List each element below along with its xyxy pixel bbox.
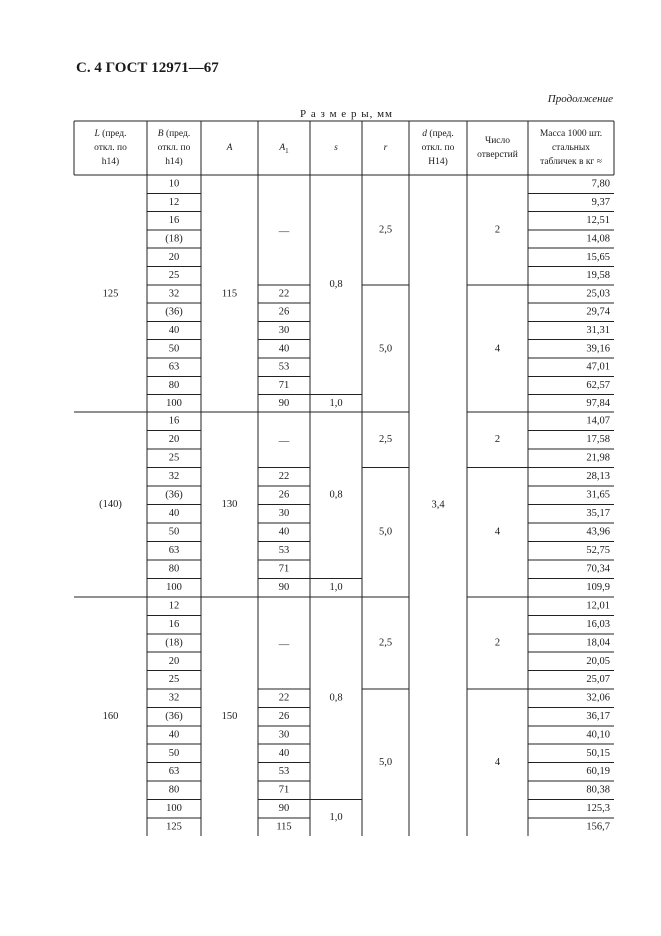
B-value: 12: [168, 196, 180, 208]
header-d-line-3: H14): [428, 157, 448, 168]
B-value: 40: [168, 729, 180, 741]
B-value: 20: [168, 251, 180, 263]
B-value: 50: [168, 526, 180, 538]
mass-value: 29,74: [586, 306, 610, 318]
mass-value: 21,98: [586, 452, 610, 464]
mass-value: 20,05: [586, 655, 610, 667]
header-holes-line-1: Число: [485, 136, 510, 147]
B-value: 100: [166, 398, 182, 410]
A1-value: 90: [278, 398, 290, 410]
mass-value: 35,17: [586, 508, 610, 520]
A-value: 115: [221, 288, 238, 300]
r-value: 5,0: [378, 343, 393, 355]
B-value: 50: [168, 747, 180, 759]
header-mass-line-1: Масса 1000 шт.: [539, 129, 603, 140]
A1-value: 22: [278, 288, 290, 300]
L-value: (140): [99, 498, 122, 510]
L-value: 125: [102, 288, 119, 300]
A1-dash: —: [278, 226, 290, 238]
B-value: (18): [165, 637, 183, 649]
A-value: 150: [221, 711, 238, 723]
header-r: r: [383, 143, 388, 154]
s-value: 0,8: [329, 279, 343, 291]
header-L-line-2: откл. по: [94, 143, 127, 154]
mass-value: 18,04: [586, 637, 610, 649]
B-value: (36): [165, 489, 183, 501]
A1-value: 30: [278, 508, 290, 520]
r-value: 5,0: [378, 526, 393, 538]
A1-value: 71: [278, 563, 290, 575]
mass-value: 80,38: [586, 784, 610, 796]
mass-value: 19,58: [586, 270, 610, 282]
B-value: 100: [166, 803, 182, 815]
mass-value: 9,37: [591, 196, 610, 208]
B-value: 80: [168, 563, 180, 575]
header-mass-line-2: стальных: [551, 143, 591, 154]
mass-value: 40,10: [586, 729, 610, 741]
page-title: С. 4 ГОСТ 12971—67: [76, 60, 219, 76]
dimensions-caption: Р а з м е р ы, мм: [300, 108, 394, 120]
s-value: 0,8: [329, 692, 343, 704]
mass-value: 17,58: [586, 434, 610, 446]
B-value: 100: [166, 582, 182, 594]
L-value: 160: [102, 711, 119, 723]
mass-value: 97,84: [586, 398, 610, 410]
B-value: 10: [168, 178, 180, 190]
d-value: 3,4: [431, 499, 445, 511]
B-value: (36): [165, 711, 183, 723]
r-value: 2,5: [378, 434, 393, 446]
B-value: 63: [168, 545, 180, 557]
mass-value: 31,31: [586, 324, 610, 336]
continuation-label: Продолжение: [547, 93, 613, 105]
mass-value: 125,3: [586, 803, 610, 815]
B-value: 80: [168, 784, 180, 796]
mass-value: 43,96: [586, 526, 610, 538]
holes-value: 4: [494, 526, 501, 538]
A1-value: 53: [278, 545, 290, 557]
mass-value: 60,19: [586, 766, 610, 778]
A1-value: 40: [278, 343, 290, 355]
A1-value: 30: [278, 324, 290, 336]
A1-value: 30: [278, 729, 290, 741]
A1-value: 26: [278, 489, 290, 501]
header-s: s: [334, 143, 338, 154]
B-value: (18): [165, 233, 183, 245]
mass-value: 28,13: [586, 471, 610, 483]
B-value: 16: [168, 415, 180, 427]
B-value: 32: [168, 288, 180, 300]
s-value: 1,0: [329, 812, 343, 824]
A1-dash: —: [278, 436, 290, 448]
mass-value: 39,16: [586, 343, 610, 355]
A1-value: 53: [278, 766, 290, 778]
A1-dash: —: [278, 639, 290, 651]
header-B-line-2: откл. по: [157, 143, 191, 154]
mass-value: 31,65: [586, 489, 610, 501]
holes-value: 4: [494, 343, 501, 355]
A1-value: 40: [278, 526, 290, 538]
header-holes-line-2: отверстий: [477, 150, 518, 161]
B-value: 16: [168, 215, 180, 227]
B-value: 63: [168, 361, 180, 373]
B-value: 40: [168, 508, 180, 520]
B-value: 16: [168, 619, 180, 631]
B-value: 25: [168, 452, 180, 464]
B-value: 32: [168, 692, 180, 704]
s-value: 0,8: [329, 489, 343, 501]
B-value: 25: [168, 674, 180, 686]
mass-value: 109,9: [586, 582, 610, 594]
header-d-line-1: d (пред.: [422, 129, 454, 140]
B-value: 32: [168, 471, 180, 483]
mass-value: 25,07: [586, 674, 610, 686]
A1-value: 22: [278, 692, 290, 704]
mass-value: 16,03: [586, 619, 610, 631]
A1-value: 53: [278, 361, 290, 373]
r-value: 2,5: [378, 224, 393, 236]
header-A1: $A_1$: [279, 143, 289, 155]
mass-value: 70,34: [586, 563, 610, 575]
header-B-line-3: h14): [165, 157, 183, 168]
B-value: 12: [168, 600, 180, 612]
B-value: 125: [166, 821, 182, 833]
B-value: 20: [168, 434, 180, 446]
A1-value: 26: [278, 306, 290, 318]
mass-value: 14,07: [586, 415, 610, 427]
mass-value: 156,7: [586, 821, 610, 833]
r-value: 5,0: [378, 757, 393, 769]
A1-value: 26: [278, 711, 290, 723]
mass-value: 12,01: [586, 600, 610, 612]
s-value: 1,0: [329, 398, 343, 410]
holes-value: 2: [494, 434, 501, 446]
A-value: 130: [221, 498, 238, 510]
mass-value: 62,57: [586, 379, 610, 391]
A1-value: 71: [278, 379, 290, 391]
B-value: 25: [168, 270, 180, 282]
A1-value: 90: [278, 803, 290, 815]
A1-value: 40: [278, 747, 290, 759]
A1-value: 22: [278, 471, 290, 483]
holes-value: 2: [494, 637, 501, 649]
mass-value: 7,80: [591, 178, 610, 190]
mass-value: 32,06: [586, 692, 610, 704]
B-value: 20: [168, 655, 180, 667]
header-B-line-1: B (пред.: [157, 129, 191, 140]
B-value: 40: [168, 324, 180, 336]
A1-value: 90: [278, 582, 290, 594]
mass-value: 36,17: [586, 711, 610, 723]
mass-value: 50,15: [586, 747, 610, 759]
mass-value: 25,03: [586, 288, 610, 300]
header-d-line-2: откл. по: [421, 143, 455, 154]
A1-value: 115: [276, 821, 292, 833]
holes-value: 2: [494, 224, 501, 236]
header-L-line-3: h14): [101, 157, 120, 168]
A1-value: 71: [278, 784, 290, 796]
mass-value: 14,08: [586, 233, 610, 245]
B-value: 80: [168, 379, 180, 391]
mass-value: 52,75: [586, 545, 610, 557]
header-A: A: [226, 143, 233, 154]
B-value: 63: [168, 766, 180, 778]
header-L-line-1: L (пред.: [94, 129, 127, 140]
s-value: 1,0: [329, 582, 343, 594]
header-mass-line-3: табличек в кг ≈: [540, 157, 602, 168]
holes-value: 4: [494, 757, 501, 769]
mass-value: 12,51: [586, 215, 610, 227]
mass-value: 47,01: [586, 361, 610, 373]
B-value: 50: [168, 343, 180, 355]
r-value: 2,5: [378, 637, 393, 649]
B-value: (36): [165, 306, 183, 318]
mass-value: 15,65: [586, 251, 610, 263]
